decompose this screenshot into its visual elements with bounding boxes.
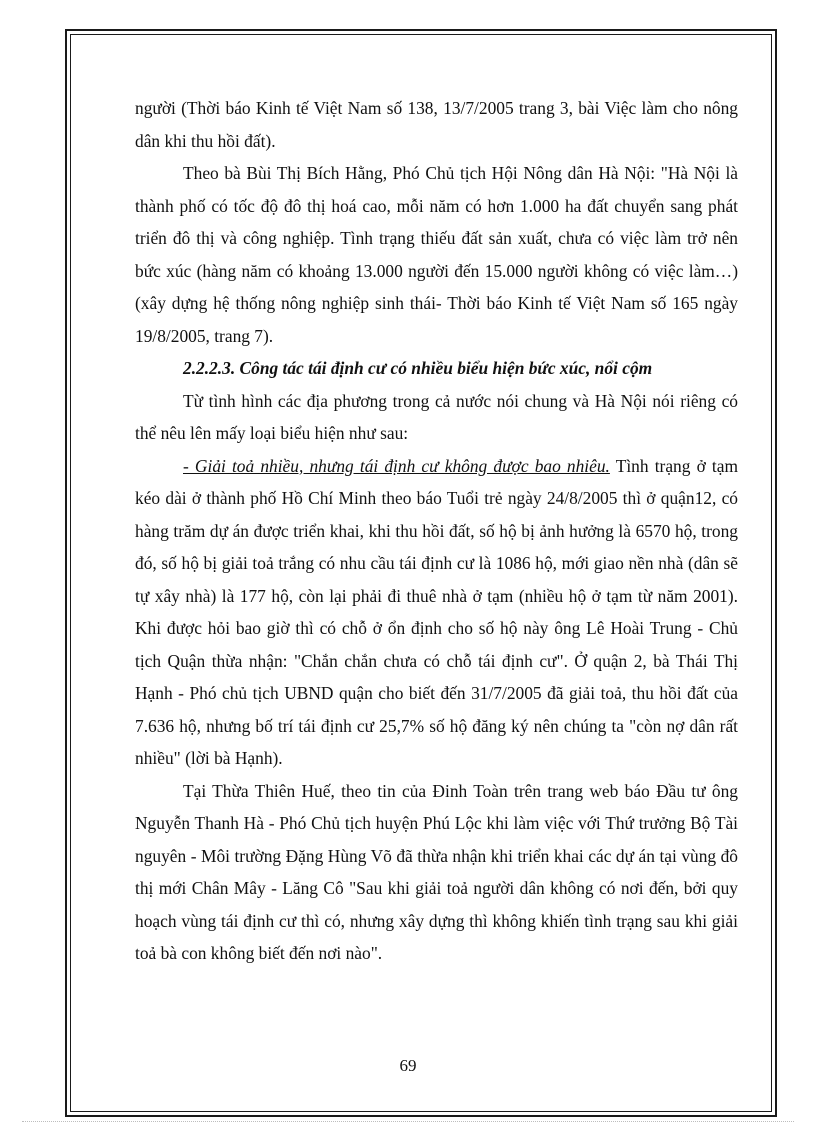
paragraph-hue: Tại Thừa Thiên Huế, theo tin của Đinh Toàn trên trang web báo Đầu tư ông Nguyễn Thanh Hà - Phó Chủ tịch huyện Phú Lộc khi làm việc với Thứ trưởng Bộ Tài nguyên - Môi trường Đặng Hùng Võ đã thừa nhận khi triển khai các dự án tại vùng đô thị mới Chân Mây - Lăng Cô "Sau khi giải toả người dân không có nơi đến, bởi quy hoạch vùng tái định cư thì có, nhưng xây dựng thì không khiến tình trạng sau khi giải toả bà con không biết đến nơi nào". bbox=[135, 780, 738, 963]
page-bottom-divider bbox=[22, 1121, 794, 1122]
body-text bbox=[135, 92, 738, 970]
paragraph-ha-noi-quote: Theo bà Bùi Thị Bích Hằng, Phó Chủ tịch Hội Nông dân Hà Nội: "Hà Nội là thành phố có tốc độ đô thị hoá cao, mỗi năm có hơn 1.000 ha đất chuyển sang phát triển đô thị và công nghiệp. Tình trạng thiếu đất sản xuất, chưa có việc làm trở nên bức xúc (hàng năm có khoảng 13.000 người đến 15.000 người không có việc làm…) (xây dựng hệ thống nông nghiệp sinh thái- Thời báo Kinh tế Việt Nam số 165 ngày 19/8/2005, trang 7). bbox=[135, 163, 738, 346]
paragraph-hcm bbox=[135, 450, 738, 775]
paragraph-hcm-body: Tình trạng ở tạm kéo dài ở thành phố Hồ Chí Minh theo báo Tuổi trẻ ngày 24/8/2005 thì ở quận12, có hàng trăm dự án được triển khai, khi thu hồi đất, số hộ bị ảnh hưởng là 6570 hộ, trong đó, số hộ bị giải toả trắng có nhu cầu tái định cư là 1086 hộ, mới giao nền nhà (dân sẽ tự xây nhà) là 177 hộ, còn lại phải đi thuê nhà ở tạm (nhiều hộ ở tạm từ năm 2001). Khi được hỏi bao giờ thì có chỗ ở ổn định cho số hộ này ông Lê Hoài Trung - Chủ tịch Quận thừa nhận: "Chắn chắn chưa có chỗ tái định cư". Ở quận 2, bà Thái Thị Hạnh - Phó chủ tịch UBND quận cho biết đến 31/7/2005 đã giải toả, thu hồi đất của 7.636 hộ, nhưng bố trí tái định cư 25,7% số hộ đăng ký nên chúng ta "còn nợ dân rất nhiều" (lời bà Hạnh). bbox=[135, 455, 738, 768]
paragraph-intro: Từ tình hình các địa phương trong cả nước nói chung và Hà Nội nói riêng có thể nêu lên mấy loại biểu hiện như sau: bbox=[135, 390, 738, 443]
section-heading: 2.2.2.3. Công tác tái định cư có nhiều biểu hiện bức xúc, nổi cộm bbox=[183, 358, 653, 378]
paragraph-lead-in: - Giải toả nhiều, nhưng tái định cư không được bao nhiêu. bbox=[183, 455, 610, 476]
page-number: 69 bbox=[399, 1056, 417, 1075]
paragraph-continuation: người (Thời báo Kinh tế Việt Nam số 138, 13/7/2005 trang 3, bài Việc làm cho nông dân khi thu hồi đất). bbox=[135, 98, 738, 151]
